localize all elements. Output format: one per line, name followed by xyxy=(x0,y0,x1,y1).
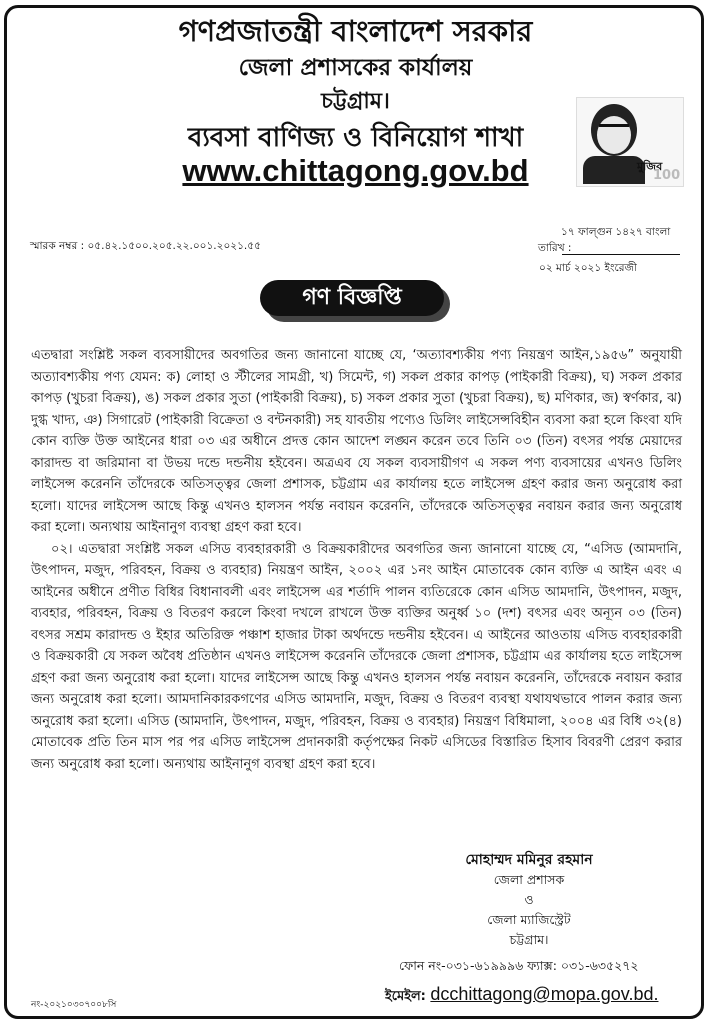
paragraph-2: ০২। এতদ্বারা সংশ্লিষ্ট সকল এসিড ব্যবহারকারী ও বিক্রয়কারীদের অবগতির জন্য জানানো যাচ্ছে যে, “এসিড (আমদানি, উৎপাদন, মজুদ, পরিবহন, বিক্রয় ও ব্যবহার) নিয়ন্ত্রণ আইন, ২০০২ এর ১নং আইন মোতাবেক কোন ব্যক্তি এ আইন এবং এ আইনের অধীনে প্রণীত বিধির বিধানাবলী এবং লাইসেন্স এর শর্তাদি পালন ব্যতিরেকে কোন এসিড আমদানি, উৎপাদন, মজুদ, ব্যবহার, পরিবহন, বিক্রয় ও বিতরণ করলে কিংবা দখলে রাখলে উক্ত ব্যক্তির অনুর্ধ্ব ১০ (দশ) বৎসর এবং অন্যূন ০৩ (তিন) বৎসর সশ্রম কারাদন্ড ও ইহার অতিরিক্ত পঞ্চাশ হাজার টাকা অর্থদন্ডে দন্ডনীয় হইবেন। এ আইনের আওতায় এসিড ব্যবহারকারী ও বিক্রয়কারী যে সকল অবৈধ প্রতিষ্ঠান এখনও লাইসেন্স করেননি তাঁদেরকে জেলা প্রশাসক, চট্টগ্রাম এর কার্যালয় হতে লাইসেন্স গ্রহণ করা জন্য অনুরোধ করা হলো। যাদের লাইসেন্স আছে কিন্তু এখনও হালসন পর্যন্ত নবায়ন করেননি, তাঁদেরকে নবায়ন করার জন্য অনুরোধ করা হলো। আমদানিকারকগণের এসিড আমদানি, মজুদ, বিক্রয় ও বিতরণ ব্যবস্থা যথাযথভাবে পালন করার জন্য অনুরোধ করা হলো। এসিড (আমদানি, উৎপাদন, মজুদ, পরিবহন, বিক্রয় ও ব্যবহার) নিয়ন্ত্রণ বিধিমালা, ২০০৪ এর বিধি ৩২(৪) মোতাবেক প্রতি তিন মাস পর পর এসিড লাইসেন্স প্রদানকারী কর্তৃপক্ষের নিকট এসিডের বিস্তারিত হিসাব বিবরণী প্রেরণ করার জন্য অনুরোধ করা হলো। অন্যথায় আইনানুগ ব্যবস্থা গ্রহণ করা হবে। xyxy=(31,541,682,772)
signatory-title-2: জেলা ম্যাজিস্ট্রেট xyxy=(487,912,571,927)
date-divider xyxy=(562,254,680,255)
city-name: চট্টগ্রাম। xyxy=(321,89,390,114)
paragraph-1: এতদ্বারা সংশ্লিষ্ট সকল ব্যবসায়ীদের অবগতির জন্য জানানো যাচ্ছে যে, ‘অত্যাবশ্যকীয় পণ্য নিয়ন্ত্রণ আইন,১৯৫৬” অনুযায়ী অত্যাবশ্যকীয় পণ্য যেমন: ক) লোহা ও স্টীলের সামগ্রী, খ) সিমেন্ট, গ) সকল প্রকার কাপড় (পাইকারী বিক্রয়), ঘ) সকল প্রকার কাপড় (খুচরা বিক্রয়), ঙ) সকল প্রকার সুতা (পাইকারী বিক্রয়), চ) সকল প্রকার সুতা (খুচরা বিক্রয়), ছ) মণিকার, জ) স্বর্ণকার, ঝ) দুগ্ধ খাদ্য, ঞ) সিগারেট (পাইকারী বিক্রেতা ও বন্টনকারী) সহ যাবতীয় পণ্যেও ডিলিং লাইসেন্সবিহীন ব্যবসা করা হলে কিংবা যদি কোন ব্যক্তি উক্ত আইনের ধারা ০৩ এর অধীনে প্রদত্ত কোন আদেশ লঙ্ঘন করেন তবে তিনি ০৩ (তিন) বৎসর পর্যন্ত মেয়াদের কারাদন্ড বা জরিমানা বা উভয় দন্ডে দন্ডনীয় হইবেন। অত্রএব যে সকল ব্যবসায়ীগণ এ সকল পণ্য ব্যবসায়ের এখনও ডিলিং লাইসেন্স করেননি তাঁদেরকে অতিসত্ত্বর জেলা প্রশাসক, চট্টগ্রাম এর কার্যালয় হতে লাইসেন্স গ্রহণ করার জন্য অনুরোধ করা হলো। যাদের লাইসেন্স আছে কিন্তু এখনও হালসন পর্যন্ত নবায়ন করেননি, তাঁদেরকে অতিসত্ত্বর নবায়ন করার জন্য অনুরোধ করা হলো। অন্যথায় আইনানুগ ব্যবস্থা গ্রহণ করা হবে। xyxy=(31,348,682,535)
reference-number: নং-২০২১০৩০৭০০৮সি xyxy=(31,1000,117,1010)
logo-text-100: 100 xyxy=(653,168,681,183)
signature-block xyxy=(399,850,659,950)
notice-body xyxy=(31,345,682,775)
portrait-glasses xyxy=(599,124,629,135)
portrait-face xyxy=(597,116,631,154)
signatory-title-1: জেলা প্রশাসক xyxy=(493,872,565,887)
memo-number: স্মারক নম্বর : ০৫.৪২.১৫০০.২০৫.২২.০০১.২০২১.৫৫ xyxy=(30,240,261,252)
office-name: জেলা প্রশাসকের কার্যালয় xyxy=(238,55,473,81)
date-english: ০২ মার্চ ২০২১ ইংরেজী xyxy=(539,262,637,274)
portrait-coat xyxy=(583,156,645,184)
signatory-name: মোহাম্মদ মমিনুর রহমান xyxy=(465,852,593,868)
website-link[interactable]: www.chittagong.gov.bd xyxy=(182,153,529,188)
signatory-place: চট্টগ্রাম। xyxy=(509,932,549,947)
date-bangla: ১৭ ফাল্গুন ১৪২৭ বাংলা xyxy=(561,226,671,238)
government-name: গণপ্রজাতন্ত্রী বাংলাদেশ সরকার xyxy=(178,14,533,48)
phone-fax: ফোন নং-০৩১-৬১৯৯৯৬ ফ্যাক্স: ০৩১-৬৩৫২৭২ xyxy=(399,958,639,973)
notice-title-banner xyxy=(260,280,450,318)
email-line xyxy=(385,984,658,1008)
email-link[interactable]: dcchittagong@mopa.gov.bd. xyxy=(430,984,659,1004)
mujib-100-logo xyxy=(576,97,684,187)
branch-name: ব্যবসা বাণিজ্য ও বিনিয়োগ শাখা xyxy=(187,123,524,153)
date-label: তারিখ : xyxy=(538,242,572,254)
email-label: ইমেইল: xyxy=(385,989,426,1004)
notice-title: গণ বিজ্ঞপ্তি xyxy=(260,280,444,316)
logo-text-mujib: মুজিব xyxy=(637,160,663,173)
signatory-and: ও xyxy=(524,892,534,907)
